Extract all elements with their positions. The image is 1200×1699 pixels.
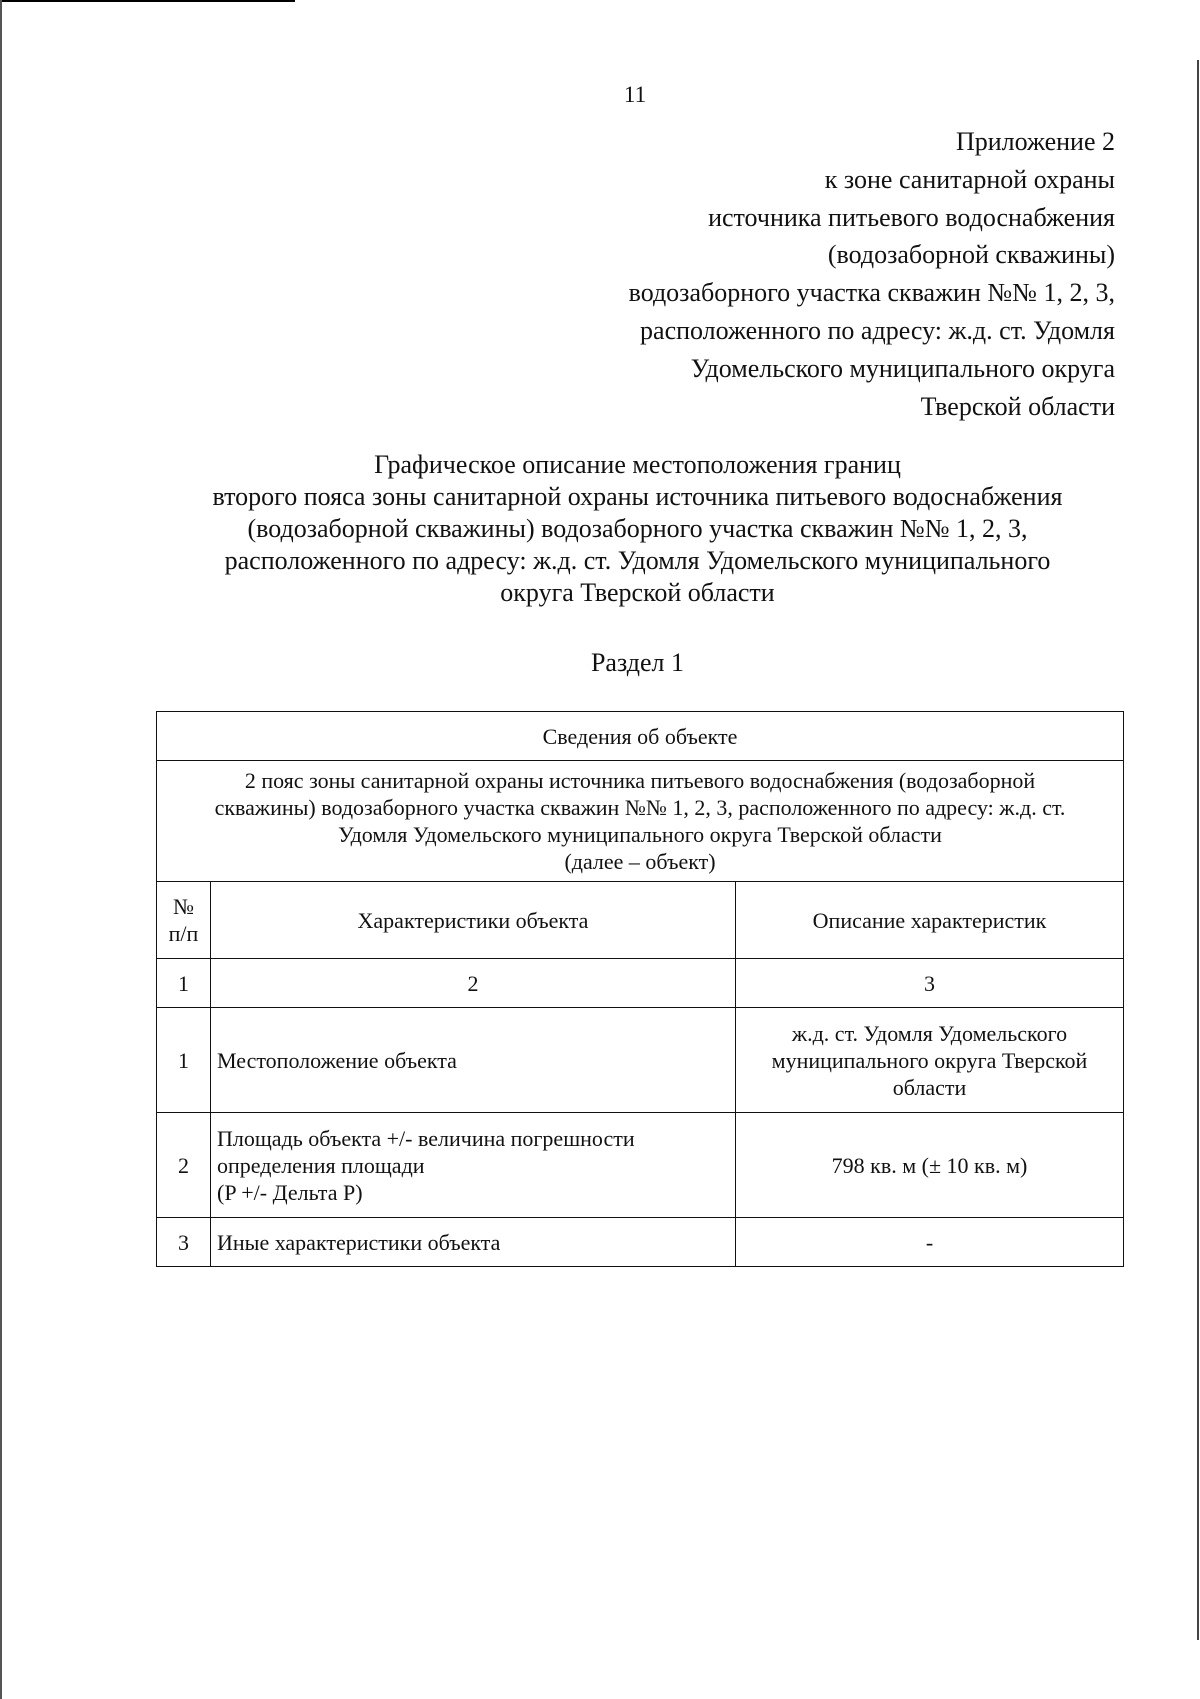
- scan-edge-top: [0, 0, 295, 2]
- table-header-row: [157, 712, 1124, 761]
- row-number: 1: [157, 1008, 211, 1113]
- object-description-line: Удомля Удомельского муниципального округа Тверской области: [338, 822, 942, 847]
- title-line: (водозаборной скважины) водозаборного участка скважин №№ 1, 2, 3,: [247, 514, 1028, 543]
- row-characteristic-line: определения площади: [217, 1152, 425, 1178]
- row-characteristic-line: Иные характеристики объекта: [217, 1229, 501, 1255]
- row-characteristic-line: Площадь объекта +/- величина погрешности: [217, 1125, 635, 1151]
- object-description-line: (далее – объект): [564, 849, 716, 874]
- column-header-num-line: п/п: [168, 921, 199, 946]
- column-header-num: [157, 882, 211, 959]
- column-header-num-line: №: [173, 894, 194, 919]
- column-header-row: [157, 882, 1124, 959]
- title-line: расположенного по адресу: ж.д. ст. Удомля Удомельского муниципального: [224, 546, 1051, 575]
- table-row: [157, 1008, 1124, 1113]
- scan-edge-right: [1197, 60, 1199, 1640]
- row-characteristic-line: (P +/- Дельта P): [217, 1179, 363, 1205]
- table-header: Сведения об объекте: [157, 712, 1124, 761]
- row-description: [736, 1218, 1124, 1267]
- column-number: 1: [157, 959, 211, 1008]
- title-line: второго пояса зоны санитарной охраны источника питьевого водоснабжения: [212, 482, 1063, 511]
- column-number-row: [157, 959, 1124, 1008]
- row-description-line: муниципального округа Тверской: [771, 1047, 1088, 1073]
- appendix-header: [629, 123, 1115, 425]
- document-title: [150, 449, 1125, 609]
- row-description: [736, 1008, 1124, 1113]
- section-title: Раздел 1: [590, 648, 685, 677]
- column-number: 3: [736, 959, 1124, 1008]
- appendix-line: водозаборного участка скважин №№ 1, 2, 3,: [628, 278, 1115, 308]
- title-line: округа Тверской области: [500, 578, 775, 607]
- row-number: 3: [157, 1218, 211, 1267]
- column-number: 2: [211, 959, 736, 1008]
- object-description: [157, 761, 1124, 882]
- row-description-line: 798 кв. м (± 10 кв. м): [831, 1152, 1028, 1178]
- column-header-description: Описание характеристик: [736, 882, 1124, 959]
- appendix-line: источника питьевого водоснабжения: [708, 202, 1115, 232]
- title-line: Графическое описание местоположения границ: [374, 450, 901, 479]
- column-header-characteristic: Характеристики объекта: [211, 882, 736, 959]
- object-description-line: скважины) водозаборного участка скважин №№ 1, 2, 3, расположенного по адресу: ж.д. ст.: [214, 795, 1066, 820]
- row-description-line: области: [892, 1074, 967, 1100]
- row-characteristic: [211, 1218, 736, 1267]
- object-description-row: [157, 761, 1124, 882]
- appendix-line: расположенного по адресу: ж.д. ст. Удомля: [640, 315, 1115, 345]
- appendix-line: Приложение 2: [955, 127, 1115, 156]
- appendix-line: (водозаборной скважины): [827, 240, 1115, 270]
- row-description-line: ж.д. ст. Удомля Удомельского: [791, 1020, 1068, 1046]
- scan-edge-left: [0, 0, 2, 1699]
- table-row: [157, 1218, 1124, 1267]
- row-number: 2: [157, 1113, 211, 1218]
- object-info-table: [156, 711, 1124, 1267]
- appendix-line: Удомельского муниципального округа: [690, 353, 1115, 383]
- row-description: [736, 1113, 1124, 1218]
- object-description-line: 2 пояс зоны санитарной охраны источника питьевого водоснабжения (водозаборной: [244, 768, 1036, 793]
- table-row: [157, 1113, 1124, 1218]
- appendix-line: к зоне санитарной охраны: [824, 164, 1115, 194]
- row-characteristic: [211, 1008, 736, 1113]
- row-description-line: -: [925, 1229, 934, 1255]
- row-characteristic-line: Местоположение объекта: [217, 1047, 457, 1073]
- appendix-line: Тверской области: [920, 391, 1115, 421]
- page-number: 11: [623, 82, 647, 107]
- row-characteristic: [211, 1113, 736, 1218]
